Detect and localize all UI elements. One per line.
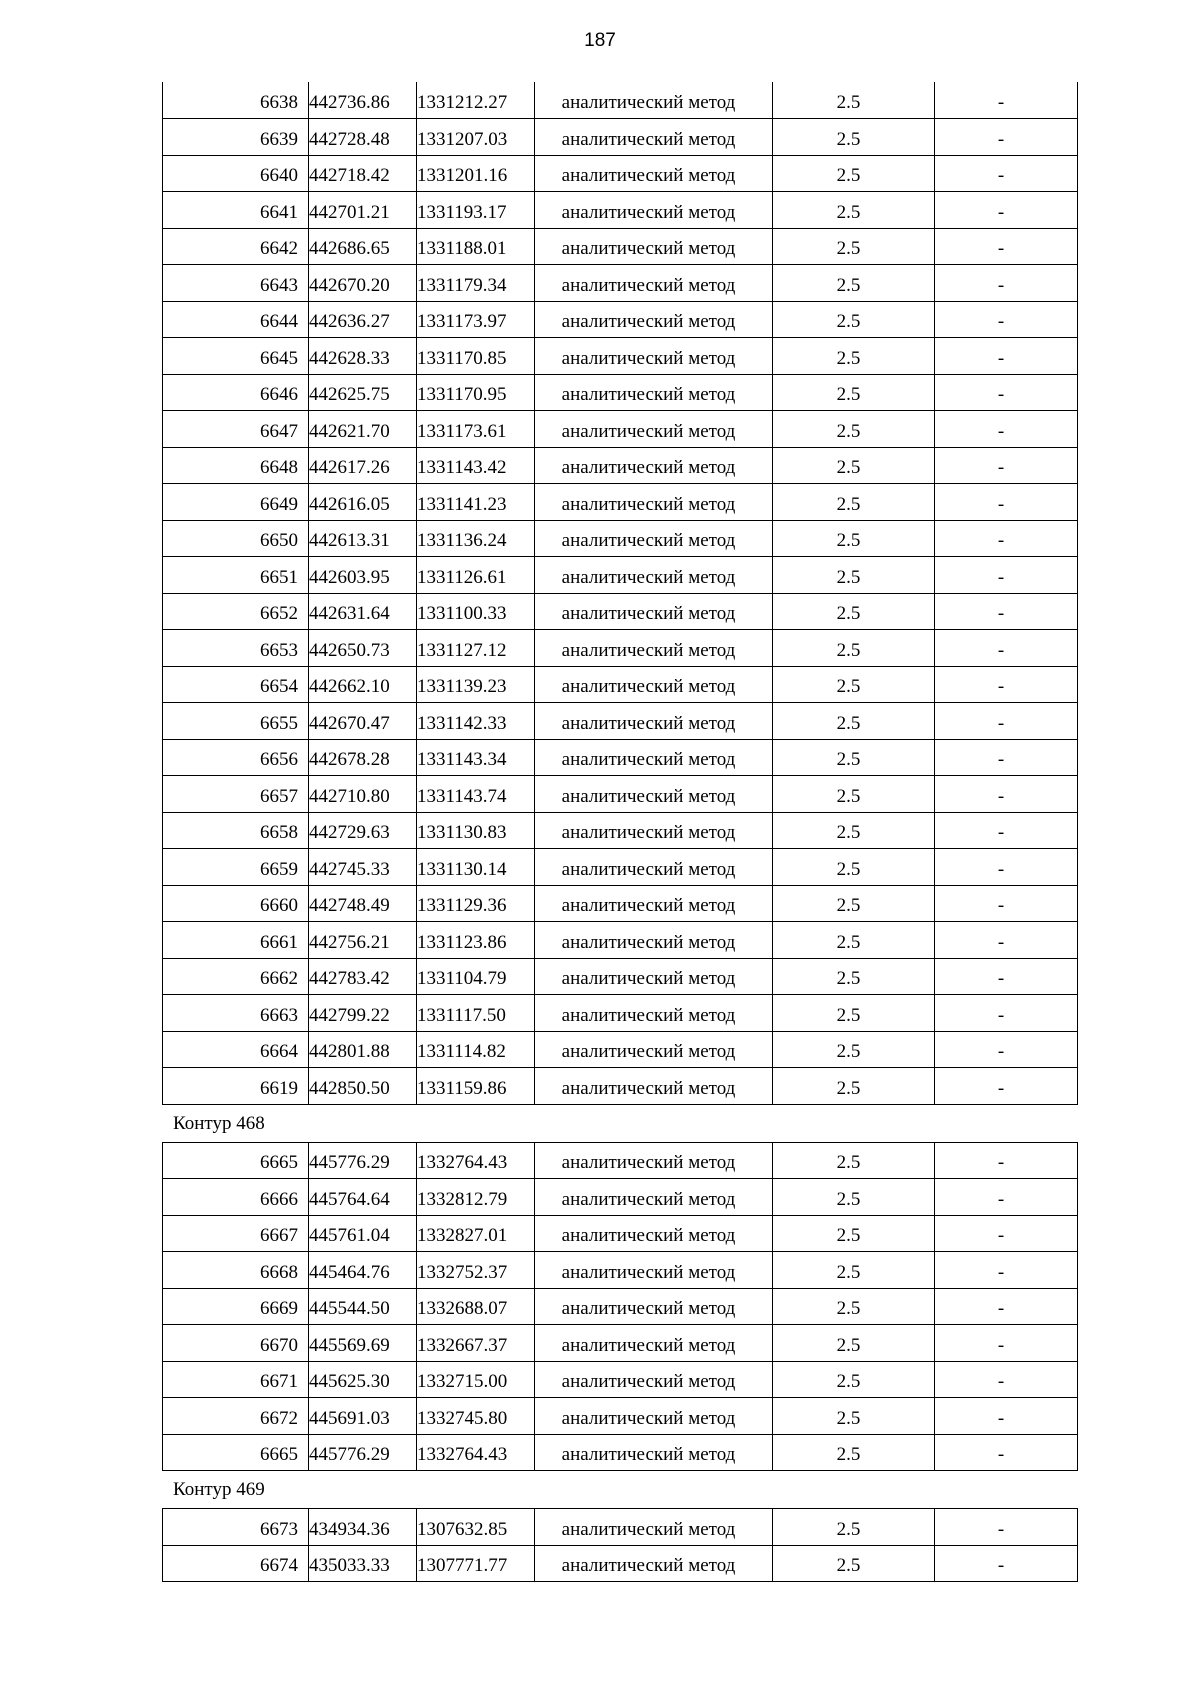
x-coordinate-cell: 442617.26 [309,447,417,484]
accuracy-cell: 2.5 [773,958,935,995]
point-number-cell: 6619 [163,1068,309,1105]
accuracy-cell: 2.5 [773,301,935,338]
note-cell: - [935,812,1078,849]
note-cell: - [935,1179,1078,1216]
method-cell: аналитический метод [535,411,773,448]
x-coordinate-cell: 442616.05 [309,484,417,521]
x-coordinate-cell: 442756.21 [309,922,417,959]
note-cell: - [935,1325,1078,1362]
method-cell: аналитический метод [535,82,773,119]
x-coordinate-cell: 445691.03 [309,1398,417,1435]
method-cell: аналитический метод [535,301,773,338]
method-cell: аналитический метод [535,155,773,192]
point-number-cell: 6645 [163,338,309,375]
point-number-cell: 6639 [163,119,309,156]
point-number-cell: 6658 [163,812,309,849]
y-coordinate-cell: 1331139.23 [417,666,535,703]
note-cell: - [935,1215,1078,1252]
table-row [163,849,1078,886]
x-coordinate-cell: 442729.63 [309,812,417,849]
method-cell: аналитический метод [535,849,773,886]
note-cell: - [935,228,1078,265]
method-cell: аналитический метод [535,119,773,156]
method-cell: аналитический метод [535,776,773,813]
x-coordinate-cell: 435033.33 [309,1545,417,1582]
x-coordinate-cell: 445761.04 [309,1215,417,1252]
table-row [163,301,1078,338]
method-cell: аналитический метод [535,958,773,995]
x-coordinate-cell: 442801.88 [309,1031,417,1068]
y-coordinate-cell: 1331173.61 [417,411,535,448]
method-cell: аналитический метод [535,265,773,302]
accuracy-cell: 2.5 [773,1325,935,1362]
y-coordinate-cell: 1331143.74 [417,776,535,813]
note-cell: - [935,1545,1078,1582]
x-coordinate-cell: 442728.48 [309,119,417,156]
x-coordinate-cell: 442718.42 [309,155,417,192]
x-coordinate-cell: 442670.20 [309,265,417,302]
y-coordinate-cell: 1331136.24 [417,520,535,557]
note-cell: - [935,301,1078,338]
accuracy-cell: 2.5 [773,192,935,229]
method-cell: аналитический метод [535,593,773,630]
point-number-cell: 6674 [163,1545,309,1582]
y-coordinate-cell: 1332827.01 [417,1215,535,1252]
accuracy-cell: 2.5 [773,447,935,484]
accuracy-cell: 2.5 [773,1179,935,1216]
table-row [163,1142,1078,1179]
note-cell: - [935,1398,1078,1435]
x-coordinate-cell: 442686.65 [309,228,417,265]
note-cell: - [935,265,1078,302]
y-coordinate-cell: 1332745.80 [417,1398,535,1435]
y-coordinate-cell: 1331179.34 [417,265,535,302]
table-row [163,1545,1078,1582]
accuracy-cell: 2.5 [773,703,935,740]
y-coordinate-cell: 1307632.85 [417,1509,535,1546]
point-number-cell: 6671 [163,1361,309,1398]
accuracy-cell: 2.5 [773,1509,935,1546]
note-cell: - [935,1509,1078,1546]
point-number-cell: 6657 [163,776,309,813]
accuracy-cell: 2.5 [773,374,935,411]
x-coordinate-cell: 442628.33 [309,338,417,375]
accuracy-cell: 2.5 [773,922,935,959]
accuracy-cell: 2.5 [773,630,935,667]
method-cell: аналитический метод [535,885,773,922]
y-coordinate-cell: 1331130.14 [417,849,535,886]
point-number-cell: 6641 [163,192,309,229]
note-cell: - [935,1068,1078,1105]
accuracy-cell: 2.5 [773,1031,935,1068]
accuracy-cell: 2.5 [773,1252,935,1289]
y-coordinate-cell: 1331159.86 [417,1068,535,1105]
note-cell: - [935,1288,1078,1325]
point-number-cell: 6643 [163,265,309,302]
method-cell: аналитический метод [535,1325,773,1362]
point-number-cell: 6653 [163,630,309,667]
point-number-cell: 6670 [163,1325,309,1362]
table-row [163,1068,1078,1105]
accuracy-cell: 2.5 [773,155,935,192]
note-cell: - [935,520,1078,557]
table-row [163,338,1078,375]
note-cell: - [935,1361,1078,1398]
point-number-cell: 6669 [163,1288,309,1325]
x-coordinate-cell: 445544.50 [309,1288,417,1325]
x-coordinate-cell: 442625.75 [309,374,417,411]
table-row [163,958,1078,995]
table-row [163,885,1078,922]
y-coordinate-cell: 1331142.33 [417,703,535,740]
y-coordinate-cell: 1331100.33 [417,593,535,630]
point-number-cell: 6656 [163,739,309,776]
y-coordinate-cell: 1331188.01 [417,228,535,265]
method-cell: аналитический метод [535,1252,773,1289]
x-coordinate-cell: 445625.30 [309,1361,417,1398]
x-coordinate-cell: 442783.42 [309,958,417,995]
table-row [163,192,1078,229]
x-coordinate-cell: 445569.69 [309,1325,417,1362]
note-cell: - [935,484,1078,521]
method-cell: аналитический метод [535,374,773,411]
accuracy-cell: 2.5 [773,520,935,557]
table-row [163,1215,1078,1252]
x-coordinate-cell: 445776.29 [309,1434,417,1471]
accuracy-cell: 2.5 [773,739,935,776]
method-cell: аналитический метод [535,1068,773,1105]
method-cell: аналитический метод [535,666,773,703]
method-cell: аналитический метод [535,812,773,849]
x-coordinate-cell: 442701.21 [309,192,417,229]
accuracy-cell: 2.5 [773,1398,935,1435]
point-number-cell: 6673 [163,1509,309,1546]
point-number-cell: 6663 [163,995,309,1032]
coordinates-table [162,1142,1078,1472]
point-number-cell: 6648 [163,447,309,484]
method-cell: аналитический метод [535,1545,773,1582]
method-cell: аналитический метод [535,1215,773,1252]
table-row [163,922,1078,959]
method-cell: аналитический метод [535,995,773,1032]
accuracy-cell: 2.5 [773,812,935,849]
point-number-cell: 6655 [163,703,309,740]
document-body [162,82,1077,1582]
table-row [163,812,1078,849]
accuracy-cell: 2.5 [773,1215,935,1252]
coordinates-table [162,82,1078,1105]
table-row [163,1434,1078,1471]
table-row [163,739,1078,776]
table-row [163,228,1078,265]
x-coordinate-cell: 442603.95 [309,557,417,594]
table-row [163,520,1078,557]
y-coordinate-cell: 1331173.97 [417,301,535,338]
x-coordinate-cell: 442710.80 [309,776,417,813]
coordinates-table [162,1508,1078,1582]
x-coordinate-cell: 442799.22 [309,995,417,1032]
y-coordinate-cell: 1331130.83 [417,812,535,849]
table-row [163,995,1078,1032]
x-coordinate-cell: 442745.33 [309,849,417,886]
accuracy-cell: 2.5 [773,1434,935,1471]
accuracy-cell: 2.5 [773,776,935,813]
table-row [163,119,1078,156]
x-coordinate-cell: 445464.76 [309,1252,417,1289]
method-cell: аналитический метод [535,192,773,229]
method-cell: аналитический метод [535,1361,773,1398]
accuracy-cell: 2.5 [773,228,935,265]
table-row [163,666,1078,703]
x-coordinate-cell: 445776.29 [309,1142,417,1179]
note-cell: - [935,82,1078,119]
x-coordinate-cell: 442621.70 [309,411,417,448]
note-cell: - [935,1252,1078,1289]
point-number-cell: 6668 [163,1252,309,1289]
accuracy-cell: 2.5 [773,557,935,594]
accuracy-cell: 2.5 [773,1288,935,1325]
x-coordinate-cell: 442670.47 [309,703,417,740]
method-cell: аналитический метод [535,1434,773,1471]
y-coordinate-cell: 1332667.37 [417,1325,535,1362]
x-coordinate-cell: 442636.27 [309,301,417,338]
method-cell: аналитический метод [535,338,773,375]
x-coordinate-cell: 442748.49 [309,885,417,922]
table-row [163,1509,1078,1546]
y-coordinate-cell: 1331104.79 [417,958,535,995]
table-row [163,374,1078,411]
point-number-cell: 6640 [163,155,309,192]
point-number-cell: 6652 [163,593,309,630]
method-cell: аналитический метод [535,228,773,265]
table-row [163,447,1078,484]
y-coordinate-cell: 1331201.16 [417,155,535,192]
x-coordinate-cell: 442736.86 [309,82,417,119]
table-row [163,1252,1078,1289]
accuracy-cell: 2.5 [773,1142,935,1179]
y-coordinate-cell: 1332764.43 [417,1434,535,1471]
method-cell: аналитический метод [535,520,773,557]
y-coordinate-cell: 1331207.03 [417,119,535,156]
table-row [163,557,1078,594]
method-cell: аналитический метод [535,703,773,740]
accuracy-cell: 2.5 [773,885,935,922]
contour-label: Контур 469 [173,1479,265,1500]
note-cell: - [935,776,1078,813]
accuracy-cell: 2.5 [773,411,935,448]
x-coordinate-cell: 434934.36 [309,1509,417,1546]
note-cell: - [935,447,1078,484]
note-cell: - [935,192,1078,229]
accuracy-cell: 2.5 [773,82,935,119]
method-cell: аналитический метод [535,1288,773,1325]
table-row [163,1398,1078,1435]
y-coordinate-cell: 1331170.95 [417,374,535,411]
table-row [163,776,1078,813]
point-number-cell: 6660 [163,885,309,922]
x-coordinate-cell: 442650.73 [309,630,417,667]
note-cell: - [935,593,1078,630]
point-number-cell: 6642 [163,228,309,265]
method-cell: аналитический метод [535,557,773,594]
table-row [163,1179,1078,1216]
note-cell: - [935,1434,1078,1471]
note-cell: - [935,1142,1078,1179]
y-coordinate-cell: 1331170.85 [417,338,535,375]
x-coordinate-cell: 442662.10 [309,666,417,703]
table-row [163,1288,1078,1325]
y-coordinate-cell: 1331141.23 [417,484,535,521]
y-coordinate-cell: 1331212.27 [417,82,535,119]
accuracy-cell: 2.5 [773,338,935,375]
y-coordinate-cell: 1332812.79 [417,1179,535,1216]
note-cell: - [935,666,1078,703]
accuracy-cell: 2.5 [773,1545,935,1582]
table-row [163,1325,1078,1362]
point-number-cell: 6665 [163,1434,309,1471]
y-coordinate-cell: 1332752.37 [417,1252,535,1289]
point-number-cell: 6662 [163,958,309,995]
method-cell: аналитический метод [535,630,773,667]
accuracy-cell: 2.5 [773,119,935,156]
point-number-cell: 6647 [163,411,309,448]
table-row [163,630,1078,667]
y-coordinate-cell: 1331129.36 [417,885,535,922]
table-row [163,82,1078,119]
point-number-cell: 6651 [163,557,309,594]
note-cell: - [935,155,1078,192]
table-row [163,265,1078,302]
table-row [163,1031,1078,1068]
accuracy-cell: 2.5 [773,995,935,1032]
x-coordinate-cell: 442631.64 [309,593,417,630]
contour-label: Контур 468 [173,1112,265,1134]
method-cell: аналитический метод [535,739,773,776]
note-cell: - [935,849,1078,886]
y-coordinate-cell: 1307771.77 [417,1545,535,1582]
table-row [163,155,1078,192]
x-coordinate-cell: 442613.31 [309,520,417,557]
x-coordinate-cell: 445764.64 [309,1179,417,1216]
y-coordinate-cell: 1332715.00 [417,1361,535,1398]
note-cell: - [935,995,1078,1032]
point-number-cell: 6659 [163,849,309,886]
table-row [163,703,1078,740]
note-cell: - [935,338,1078,375]
y-coordinate-cell: 1331143.34 [417,739,535,776]
note-cell: - [935,411,1078,448]
note-cell: - [935,703,1078,740]
accuracy-cell: 2.5 [773,1068,935,1105]
method-cell: аналитический метод [535,1031,773,1068]
y-coordinate-cell: 1331123.86 [417,922,535,959]
x-coordinate-cell: 442850.50 [309,1068,417,1105]
point-number-cell: 6646 [163,374,309,411]
note-cell: - [935,739,1078,776]
point-number-cell: 6638 [163,82,309,119]
method-cell: аналитический метод [535,1142,773,1179]
note-cell: - [935,1031,1078,1068]
note-cell: - [935,885,1078,922]
note-cell: - [935,557,1078,594]
x-coordinate-cell: 442678.28 [309,739,417,776]
point-number-cell: 6672 [163,1398,309,1435]
note-cell: - [935,630,1078,667]
accuracy-cell: 2.5 [773,849,935,886]
note-cell: - [935,922,1078,959]
point-number-cell: 6654 [163,666,309,703]
y-coordinate-cell: 1331127.12 [417,630,535,667]
method-cell: аналитический метод [535,1509,773,1546]
y-coordinate-cell: 1331143.42 [417,447,535,484]
accuracy-cell: 2.5 [773,593,935,630]
point-number-cell: 6665 [163,1142,309,1179]
accuracy-cell: 2.5 [773,666,935,703]
method-cell: аналитический метод [535,484,773,521]
table-row [163,411,1078,448]
point-number-cell: 6650 [163,520,309,557]
accuracy-cell: 2.5 [773,265,935,302]
method-cell: аналитический метод [535,1398,773,1435]
accuracy-cell: 2.5 [773,484,935,521]
note-cell: - [935,958,1078,995]
method-cell: аналитический метод [535,922,773,959]
y-coordinate-cell: 1331193.17 [417,192,535,229]
y-coordinate-cell: 1331117.50 [417,995,535,1032]
y-coordinate-cell: 1331126.61 [417,557,535,594]
method-cell: аналитический метод [535,1179,773,1216]
y-coordinate-cell: 1331114.82 [417,1031,535,1068]
point-number-cell: 6664 [163,1031,309,1068]
method-cell: аналитический метод [535,447,773,484]
point-number-cell: 6661 [163,922,309,959]
page-number: 187 [584,30,616,51]
table-row [163,1361,1078,1398]
table-row [163,593,1078,630]
y-coordinate-cell: 1332764.43 [417,1142,535,1179]
note-cell: - [935,374,1078,411]
table-row [163,484,1078,521]
point-number-cell: 6666 [163,1179,309,1216]
accuracy-cell: 2.5 [773,1361,935,1398]
point-number-cell: 6649 [163,484,309,521]
y-coordinate-cell: 1332688.07 [417,1288,535,1325]
point-number-cell: 6644 [163,301,309,338]
point-number-cell: 6667 [163,1215,309,1252]
note-cell: - [935,119,1078,156]
